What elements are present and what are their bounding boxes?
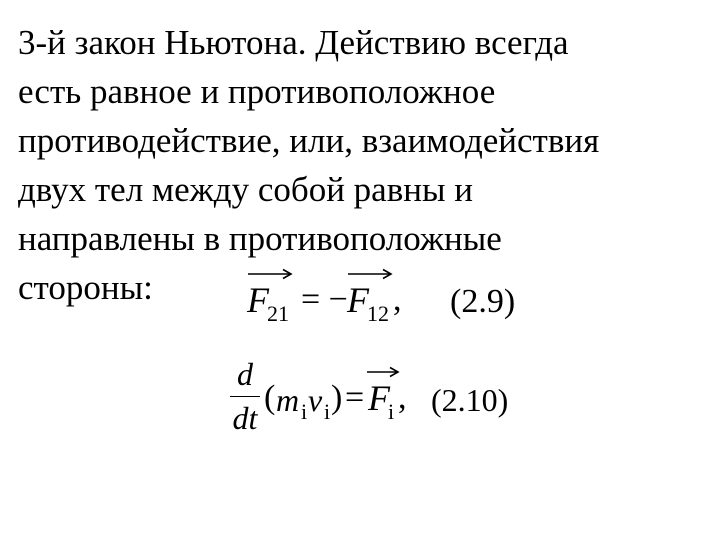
equation-number-2-10: (2.10) <box>431 382 509 418</box>
velocity-subscript: i <box>324 399 331 424</box>
fraction-bar <box>230 396 260 397</box>
text-line-3: противодействие, или, взаимодействия <box>18 121 600 160</box>
subscript-12: 12 <box>367 301 389 326</box>
vector-arrow-icon <box>347 268 393 280</box>
force-symbol-f21: F <box>247 280 269 320</box>
vector-arrow-icon <box>366 366 400 378</box>
equals-sign: = <box>345 379 365 416</box>
subscript-21: 21 <box>267 301 289 326</box>
fraction-denominator: dt <box>232 400 258 436</box>
mass-subscript: i <box>301 399 308 424</box>
comma: , <box>398 379 407 416</box>
text-line-2: есть равное и противоположное <box>18 72 496 111</box>
comma: , <box>393 281 402 318</box>
text-line-1: 3-й закон Ньютона. Действию всегда <box>18 23 569 62</box>
force-symbol-f12: F <box>347 280 369 320</box>
text-line-4: двух тел между собой равны и <box>18 170 473 209</box>
vector-arrow-icon <box>247 268 293 280</box>
equation-2-10 <box>228 356 548 456</box>
equation-2-9 <box>243 258 543 338</box>
force-symbol-fi: F <box>368 378 390 418</box>
equation-number-2-9: (2.9) <box>450 283 516 320</box>
text-line-6: стороны: <box>18 268 153 307</box>
force-subscript-i: i <box>388 399 395 424</box>
close-paren: ) <box>331 379 343 416</box>
open-paren: ( <box>264 379 276 416</box>
velocity-symbol: v <box>308 382 323 418</box>
equals-minus-operator: = − <box>301 281 348 318</box>
text-line-5: направлены в противоположные <box>18 219 502 258</box>
fraction-numerator: d <box>237 356 253 392</box>
mass-symbol: m <box>276 382 300 418</box>
